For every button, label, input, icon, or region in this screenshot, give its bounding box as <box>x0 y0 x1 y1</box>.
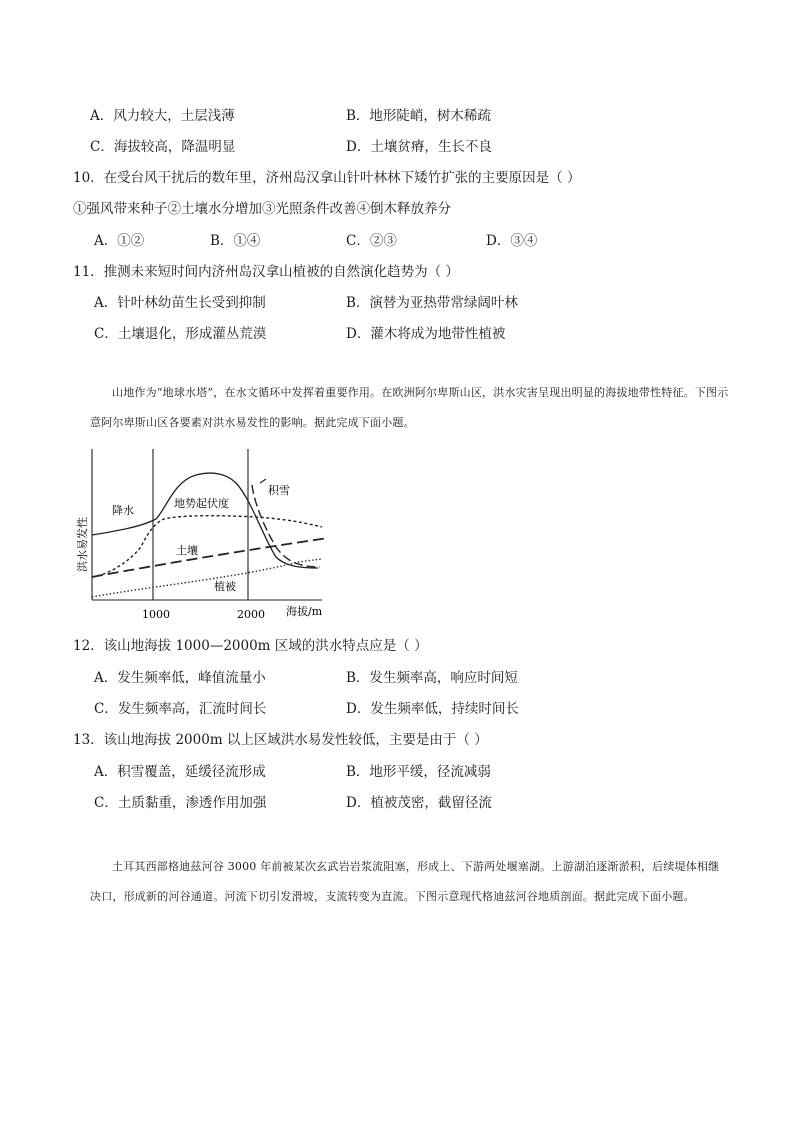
option-letter: A． <box>90 108 114 124</box>
option-text: 积雪覆盖，延缓径流形成 <box>117 764 266 780</box>
q9-option-c <box>90 135 235 155</box>
option-text: 发生频率低，持续时间长 <box>370 701 519 717</box>
q10-stem: 10．在受台风干扰后的数年里，济州岛汉拿山针叶林林下矮竹扩张的主要原因是（ ） <box>73 170 581 186</box>
q10-option-c: C．②③ <box>346 233 397 249</box>
option-text: 针叶林幼苗生长受到抑制 <box>117 295 266 311</box>
label-relief: 地势起伏度 <box>174 497 229 510</box>
q10-option-b: B．①④ <box>210 233 261 249</box>
q10-option-d: D．③④ <box>486 233 538 249</box>
q12-option-c <box>94 697 266 717</box>
q9-option-b <box>346 104 491 124</box>
option-text: 地形平缓，径流减弱 <box>369 764 491 780</box>
flood-susceptibility-figure <box>76 447 346 622</box>
option-text: 土壤退化，形成灌丛荒漠 <box>117 326 267 342</box>
option-letter: C． <box>94 701 118 717</box>
q11-option-b <box>346 291 518 311</box>
q9-option-a <box>90 104 235 124</box>
q13-option-c <box>94 791 266 811</box>
q11-option-d <box>346 322 505 342</box>
q13-option-a <box>94 760 266 780</box>
option-letter: D． <box>346 701 371 717</box>
label-snow: 积雪 <box>268 484 290 497</box>
q9-option-d <box>346 135 492 155</box>
q11-stem: 11．推测未来短时间内济州岛汉拿山植被的自然演化趋势为（ ） <box>73 264 459 280</box>
q11-option-a <box>94 291 266 311</box>
passage-flood-intro: 山地作为“地球水塔”，在水文循环中发挥着重要作用。在欧洲阿尔卑斯山区，洪水灾害呈现出明显的海拔地带性特征。下图示意阿尔卑斯山区各要素对洪水易发性的影响。据此完成下面小题。 <box>90 386 729 429</box>
option-letter: B． <box>346 670 370 686</box>
option-text: 发生频率低，峰值流量小 <box>117 670 266 686</box>
option-letter: A． <box>94 670 118 686</box>
q11-option-c <box>94 322 266 342</box>
option-letter: B． <box>346 764 370 780</box>
option-letter: D． <box>346 139 371 155</box>
option-text: 土壤贫瘠，生长不良 <box>370 139 492 155</box>
option-letter: A． <box>94 764 118 780</box>
option-letter: B． <box>346 295 370 311</box>
q12-option-a <box>94 666 266 686</box>
q13-option-d <box>346 791 492 811</box>
label-soil: 土壤 <box>176 544 198 557</box>
label-precipitation: 降水 <box>112 504 134 517</box>
q12-option-d <box>346 697 519 717</box>
y-axis-label: 洪水易发性 <box>76 517 89 572</box>
option-text: 海拔较高，降温明显 <box>113 139 236 155</box>
option-letter: D． <box>346 795 371 811</box>
q10-option-a: A．①② <box>94 233 145 249</box>
q13-option-b <box>346 760 491 780</box>
option-letter: B． <box>346 108 370 124</box>
x-tick-2000: 2000 <box>237 608 265 621</box>
vegetation-curve <box>92 559 322 597</box>
option-letter: C． <box>94 326 118 342</box>
option-text: 演替为亚热带常绿阔叶林 <box>369 295 518 311</box>
q12-stem: 12．该山地海拔 1000—2000m 区域的洪水特点应是（ ） <box>73 638 428 654</box>
option-text: 地形陡峭，树木稀疏 <box>369 108 491 124</box>
option-text: 发生频率高，响应时间短 <box>369 670 518 686</box>
passage-gediz-valley: 土耳其西部格迪兹河谷 3000 年前被某次玄武岩岩浆流阻塞，形成上、下游两处堰塞湖。上游湖泊逐渐淤积，后续堤体相继决口，形成新的河谷通道。河流下切引发滑坡，支流转变为直流。下图示意现代格迪兹河谷地质剖面。据此完成下面小题。 <box>90 860 720 903</box>
label-vegetation: 植被 <box>214 580 236 593</box>
option-letter: C． <box>94 795 118 811</box>
option-text: 风力较大，土层浅薄 <box>113 108 235 124</box>
option-letter: A． <box>94 295 118 311</box>
q10-statements: ①强风带来种子②土壤水分增加③光照条件改善④倒木释放养分 <box>73 201 451 217</box>
snow-marker-tick <box>260 479 266 483</box>
x-axis-label: 海拔/m <box>286 605 323 618</box>
relief-curve <box>92 516 322 577</box>
option-letter: C． <box>90 139 114 155</box>
option-text: 植被茂密，截留径流 <box>370 795 492 811</box>
option-text: 发生频率高，汇流时间长 <box>117 701 267 717</box>
option-letter: D． <box>346 326 371 342</box>
q12-option-b <box>346 666 518 686</box>
x-tick-1000: 1000 <box>142 608 170 621</box>
q13-stem: 13．该山地海拔 2000m 以上区域洪水易发性较低，主要是由于（ ） <box>73 732 488 748</box>
option-text: 灌木将成为地带性植被 <box>370 326 506 342</box>
soil-curve <box>92 538 328 577</box>
snow-curve <box>252 485 320 567</box>
option-text: 土质黏重，渗透作用加强 <box>117 795 267 811</box>
